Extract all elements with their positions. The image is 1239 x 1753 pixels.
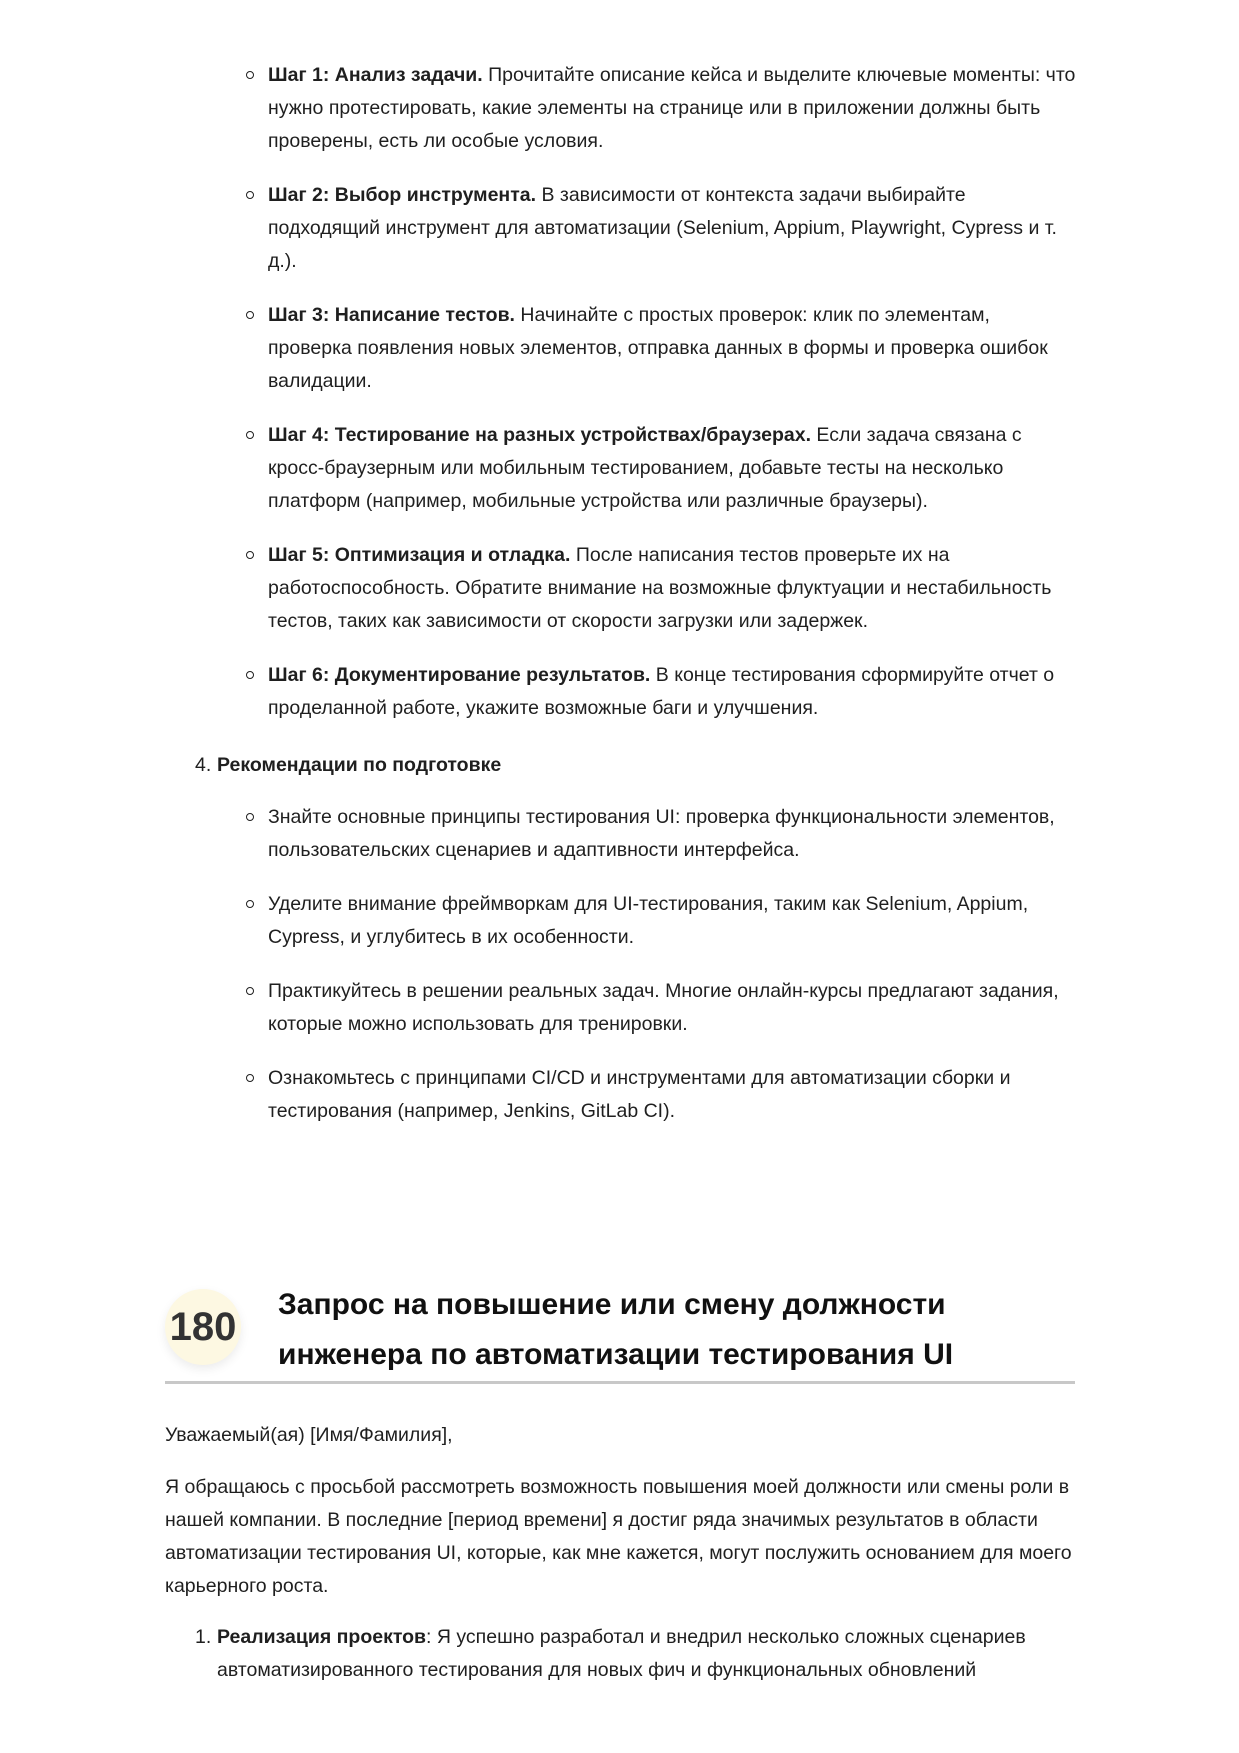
list-item [268,419,1078,518]
greeting: Уважаемый(ая) [Имя/Фамилия], [165,1424,453,1446]
list-item [268,888,1078,954]
item-text: : Я успешно разработал и внедрил несколько сложных сценариев автоматизированного тестирования для новых фич и функциональных обновлений [217,1626,1026,1681]
intro-paragraph: Я обращаюсь с просьбой рассмотреть возможность повышения моей должности или смены роли в нашей компании. В последние [период времени] я достиг ряда значимых результатов в области автоматизации тестирования UI, которые, как мне кажется, могут послужить основанием для моего карьерного роста. [165,1476,1072,1597]
circle-bullet-icon [246,71,254,79]
numbered-item-projects [195,1621,1077,1687]
section-divider [165,1381,1075,1384]
step-title: Шаг 4: Тестирование на разных устройствах/браузерах. [268,424,811,446]
list-item [268,59,1078,158]
list-item [268,659,1078,725]
circle-bullet-icon [246,431,254,439]
list-item [268,975,1078,1041]
step-title: Шаг 3: Написание тестов. [268,304,515,326]
circle-bullet-icon [246,311,254,319]
step-title: Шаг 5: Оптимизация и отладка. [268,544,571,566]
recommendations-heading: Рекомендации по подготовке [217,754,502,776]
circle-bullet-icon [246,551,254,559]
list-item [268,1062,1078,1128]
steps-list [268,59,1078,746]
recommendation-text: Уделите внимание фреймворкам для UI-тестирования, таким как Selenium, Appium, Cypress, и углубитесь в их особенности. [268,893,1029,948]
step-text: После написания тестов проверьте их на работоспособность. Обратите внимание на возможные флуктуации и нестабильность тестов, таких как зависимости от скорости загрузки или задержек. [268,544,1052,632]
list-item [268,801,1078,867]
step-text: В конце тестирования сформируйте отчет о проделанной работе, укажите возможные баги и улучшения. [268,664,1055,719]
list-item [268,299,1078,398]
circle-bullet-icon [246,191,254,199]
numbered-item-recommendations [195,749,1077,782]
recommendations-list [268,801,1078,1149]
recommendation-text: Знайте основные принципы тестирования UI: проверка функциональности элементов, пользовательских сценариев и адаптивности интерфейса. [268,806,1055,861]
recommendation-text: Практикуйтесь в решении реальных задач. Многие онлайн-курсы предлагают задания, которые можно использовать для тренировки. [268,980,1059,1035]
recommendation-text: Ознакомьтесь с принципами CI/CD и инструментами для автоматизации сборки и тестирования (например, Jenkins, GitLab CI). [268,1067,1011,1122]
step-text: Начинайте с простых проверок: клик по элементам, проверка появления новых элементов, отправка данных в формы и проверка ошибок валидации. [268,304,1048,392]
list-number: 1. [195,1626,212,1648]
circle-bullet-icon [246,1074,254,1082]
section-title [278,1280,1068,1380]
list-item [268,539,1078,638]
circle-bullet-icon [246,987,254,995]
step-title: Шаг 2: Выбор инструмента. [268,184,537,206]
section-title-line: Запрос на повышение или смену должности [278,1288,946,1321]
step-text: Если задача связана с кросс-браузерным или мобильным тестированием, добавьте тесты на несколько платформ (например, мобильные устройства или различные браузеры). [268,424,1022,512]
step-text: В зависимости от контекста задачи выбирайте подходящий инструмент для автоматизации (Selenium, Appium, Playwright, Cypress и т. д.). [268,184,1057,272]
item-title: Реализация проектов [217,1626,427,1648]
step-text: Прочитайте описание кейса и выделите ключевые моменты: что нужно протестировать, какие элементы на странице или в приложении должны быть проверены, есть ли особые условия. [268,64,1076,152]
section-title-line: инженера по автоматизации тестирования UI [278,1338,954,1371]
step-title: Шаг 1: Анализ задачи. [268,64,483,86]
list-number: 4. [195,754,212,776]
step-title: Шаг 6: Документирование результатов. [268,664,651,686]
section-number-badge: 180 [165,1289,241,1365]
circle-bullet-icon [246,671,254,679]
circle-bullet-icon [246,900,254,908]
circle-bullet-icon [246,813,254,821]
list-item [268,179,1078,278]
